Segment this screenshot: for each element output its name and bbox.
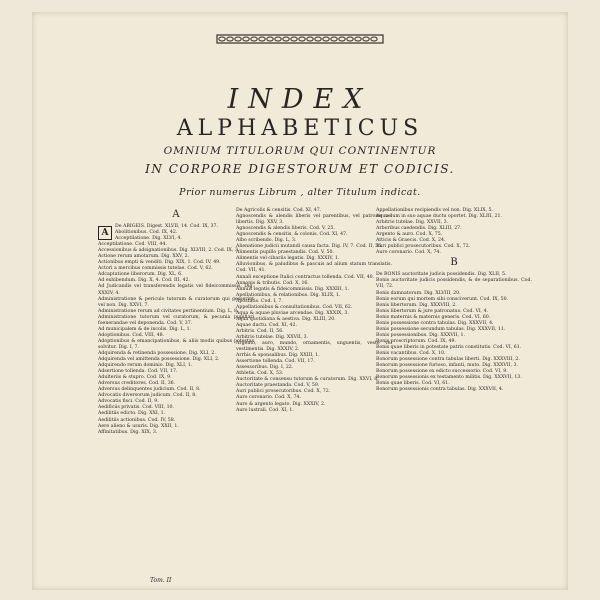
index-entry [98, 430, 254, 436]
index-entry-text: Appellationibus recipiendis vel non. Dig. XLIX, 5. [376, 208, 493, 213]
index-entry-text: Alienatione judicii mutandi causa facta. Dig. IV, 7. Cod. II, 55. [236, 244, 383, 250]
index-entry [236, 341, 392, 353]
index-entry-text: Aqua cum in suo aquae ductu oportet. Dig. XLIII, 21. [376, 214, 503, 220]
index-entry-text: Aere alieno & usuris. Dig. XXII, 1. [98, 423, 179, 429]
index-entry-text: Adquirenda vel amittenda possessione. Dig. XLI, 2. [98, 357, 220, 363]
index-entry-text: Assertione tollenda. Cod. VII, 17. [236, 359, 315, 365]
index-entry-text: Administratione tutorum vel curatorum, & pecunia pupillari foenerandae vel deponenda. Cod. V, 37. [98, 314, 254, 326]
index-entry-text: Abolitionibus. Cod. IX, 42. [115, 230, 178, 236]
index-entry-text: Agnoscendis & alendis liberis vel parentibus, vel patronis vel libertis. Dig. XXV, 3. [236, 214, 392, 226]
section-letter: A [172, 209, 180, 220]
page-subtitle: ALPHABETICUS [176, 116, 424, 141]
index-entry-text: Adsertione tollenda. Cod. VII, 17. [98, 369, 178, 375]
index-entry [98, 315, 254, 327]
index-entry [236, 214, 392, 226]
index-entry-text: Athletis. Cod. X, 53. [236, 371, 284, 377]
index-entry-text: Administratione & periculo tutorum & curatorum qui gesserint vel non. Dig. XXVI, 7. [98, 296, 254, 308]
index-entry-text: Aedilitiis edicto. Dig. XXI, 1. [98, 411, 166, 417]
index-entry-text: De ABIGEIS. Digest. XLVII, 14. Cod. IX, 37. [115, 224, 218, 229]
book-page [32, 12, 568, 590]
index-entry-text: Affinitatibus. Dig. XIX, 3. [98, 429, 158, 435]
index-entry-text: Administratione rerum ad civitates pertinentium. Dig. L, 8. [98, 308, 239, 314]
index-entry [376, 278, 532, 290]
index-entry-text: Adquirendo rerum dominio. Dig. XLI, 1. [98, 363, 193, 369]
index-entry-text: Appellationibus & consultationibus. Cod. VII, 62. [236, 304, 353, 310]
title-line-3: OMNIUM TITULORUM QUI CONTINENTUR [163, 145, 437, 157]
index-entry-text: Atticis & Graecis. Cod. X, 24. [376, 238, 446, 244]
index-entry-text: Acceptilatione. Dig. XLVI, 4. [115, 236, 182, 242]
index-entry-text: Auro coronario. Cod. X, 74. [376, 250, 441, 256]
index-entry [98, 297, 254, 309]
section-letter: B [450, 257, 458, 269]
index-entry-text: Acceptilatione. Cod. VIII, 44. [98, 242, 167, 248]
index-entry-text: Bonis possessionibus. Dig. XXXVII, 1. [376, 332, 465, 338]
page-title: INDEX [227, 84, 373, 115]
index-entry-text: Bonis proscriptorum. Cod. IX, 49. [376, 338, 456, 344]
index-entry-text: Argento, auro, mundo, ornamentis, unguentis, veste vel vestimentis. Dig. XXXIV, 2. [236, 341, 392, 353]
index-entry-text: Bonorum possessionis contra tabulas. Dig. XXXVII, 4. [376, 387, 504, 393]
index-entry-text: Bonorum possessione contra tabulas liberti. Dig. XXXVIII, 2. [376, 357, 520, 363]
index-entry-text: Bonis possessione secundum tabulas. Dig. XXXVII, 11. [376, 326, 506, 332]
index-entry-text: Arboribus caedendis. Dig. XLIII, 27. [376, 226, 462, 232]
index-entry-text: Alimentis vel cibariis legatis. Dig. XXXIV, 1. [236, 256, 340, 262]
index-entry-text: Bonis eorum qui mortem sibi consciverunt. Cod. IX, 50. [376, 296, 509, 302]
index-entry-text: Bonis possessione contra tabulas. Dig. XXXVII, 4. [376, 320, 494, 326]
index-column-2 [236, 208, 392, 414]
index-entry-text: Accessionibus & adsignationibus. Dig. XLVIII, 2. Cod. IX, 3. [98, 248, 240, 254]
index-entry-text: Adoptionibus & emancipationibus, & aliis modis quibus potestas solvitur. Dig. I, 7. [98, 338, 254, 350]
index-entry-text: Alluvionibus, & paludibus & pascuis ad alium statum translatis. Cod. VII, 41. [236, 262, 392, 274]
index-note: Prior numerus Librum , alter Titulum indicat. [179, 187, 421, 198]
index-entry-text: Auri publici prosecutoribus. Cod. X, 72. [376, 244, 471, 250]
index-entry-text: Advocatis diversorum judicum. Cod. II, 8. [98, 393, 197, 399]
index-entry-text: Auri publici prosecutoribus. Cod. X, 72. [236, 389, 331, 395]
index-entry-text: Bonis auctoritate judicis possidendis, & de separationibus. Cod. VII, 72. [376, 278, 532, 290]
index-entry-text: Agnoscendis & alendis liberis. Cod. V, 25. [236, 226, 335, 232]
index-entry-text: Assessoribus. Dig. I, 22. [236, 365, 294, 371]
index-entry-text: Bonis libertorum & jure patronatus. Cod. VI, 4. [376, 308, 489, 314]
index-entry-text: Arbitris. Cod. II, 56. [236, 328, 284, 334]
index-entry-text: Bonorum possessione ex edicto successorio. Cod. VI, 9. [376, 369, 508, 375]
index-entry-text: De BONIS auctoritate judicis possidendis. Dig. XLII, 5. [376, 272, 507, 278]
index-entry [98, 284, 254, 296]
index-entry-text: Ad Judicandis vel transferendis legatis vel fideicommissis. Dig. XXXIV, 4. [98, 284, 254, 296]
index-entry-text: Aquae ductu. Cod. XI, 42. [236, 322, 298, 328]
index-column-1 [98, 208, 254, 436]
index-entry-text: Argento & auro. Cod. X, 75. [376, 232, 443, 238]
index-entry-text: Ad exhibendum. Dig. X, 4. Cod. III, 42. [98, 278, 190, 284]
index-entry [236, 408, 392, 414]
index-entry-text: Adoptionibus. Cod. VIII, 48. [98, 332, 165, 338]
index-entry-text: Adquirenda & retinenda possessione. Dig. XLI, 2. [98, 350, 216, 356]
index-entry-text: Aedilitiis actionibus. Cod. IV, 58. [98, 417, 176, 423]
index-entry-text: Annuis legatis & fideicommissis. Dig. XXXIII, 1. [236, 286, 350, 292]
index-entry-text: Bonis libertorum. Dig. XXXVIII, 2. [376, 302, 457, 308]
index-entry-text: Bonis vacantibus. Cod. X, 10. [376, 350, 446, 356]
index-entry-text: Adulteriis & stupro. Cod. IX, 9. [98, 375, 172, 381]
index-entry-text: Actori a mercibus commissis tutelae. Cod. V, 62. [98, 266, 213, 272]
index-entry-text: Arbitrio tutelae. Dig. XXVII, 3. [236, 334, 309, 340]
index-entry-text: Alimentis pupillo praestandis. Cod. V, 50. [236, 250, 334, 256]
index-entry-text: Bonorum possessione furioso, infanti, muto. Dig. XXXVII, 3. [376, 363, 518, 369]
index-entry-text: Bonis maternis & maternis generis. Cod. VI, 60. [376, 314, 491, 320]
index-entry-text: Annonis & tributis. Cod. X, 16. [236, 280, 309, 286]
chain-ornament-icon [216, 32, 384, 46]
index-entry-text: Apellationibus, & relationibus. Dig. XLIX, 1. [236, 292, 341, 298]
index-entry [98, 339, 254, 351]
title-line-4: IN CORPORE DIGESTORUM ET CODICIS. [145, 162, 455, 176]
index-entry-text: Advocatis fisci. Cod. II, 9. [98, 399, 159, 405]
index-entry-text: Auro & argento legato. Dig. XXXIV, 2. [236, 401, 326, 407]
index-entry-text: Ad municipalem & de incolis. Dig. L, 1. [98, 326, 192, 332]
index-entry-text: Adversus delinquentes judicium. Cod. II, 8. [98, 387, 201, 393]
index-entry-text: Albo scribendo. Dig. L, 3. [236, 238, 297, 244]
index-entry-text: Adcaptatione liberorum. Dig. XL, 6. [98, 272, 183, 278]
index-entry-text: Aqua & aquae pluviae arcendae. Dig. XXXIX, 3. [236, 310, 349, 316]
index-entry-text: Apostatis. Cod. I, 7. [236, 298, 283, 304]
index-entry-text: Actionibus empti & venditi. Dig. XIX, 1. Cod. IV, 49. [98, 260, 221, 266]
index-entry-text: Agnoscendis & censitis, & colonis. Cod. XI, 47. [236, 232, 348, 238]
index-entry-text: Bonis damnatorum. Dig. XLVIII, 20. [376, 290, 461, 296]
index-entry-text: Actione rerum amotarum. Dig. XXV, 2. [98, 254, 190, 260]
index-entry-text: Aedificiis privatis. Cod. VIII, 10. [98, 405, 175, 411]
index-entry-text: Bonis quae liberis. Cod. VI, 61. [376, 381, 450, 387]
index-entry [376, 387, 532, 393]
volume-signature: Tom. II [150, 577, 172, 584]
index-entry-text: Auctoritate & consensu tutorum & curatorum. Dig. XXVI, 8. [236, 377, 379, 383]
index-entry-text: Bonis quae liberis in potestate patris constitutis. Cod. VI, 61. [376, 344, 522, 350]
index-entry-text: Arbitrio tutelae. Dig. XXVII, 3. [376, 220, 449, 226]
index-entry-text: Arrhis & sponsalibus. Dig. XXIII, 1. [236, 353, 320, 359]
index-entry-text: Auro lustrali. Cod. XI, 1. [236, 407, 294, 413]
drop-cap-letter: A [98, 226, 112, 240]
index-entry-text: De Agricolis & censitis. Cod. XI, 47. [236, 208, 322, 213]
index-entry-text: Annali exceptione Italici contractus tollenda. Cod. VII, 40. [236, 274, 375, 280]
index-entry-text: Adversus creditores. Cod. II, 36. [98, 381, 176, 387]
index-entry-text: Bonorum possessionis ex testamento militis. Dig. XXXVII, 13. [376, 375, 522, 381]
index-entry-text: Auro coronario. Cod. X, 74. [236, 395, 301, 401]
index-entry-text: Aqua quotidiana & aestiva. Dig. XLIII, 20. [236, 316, 336, 322]
index-entry [236, 262, 392, 274]
index-entry-text: Auctoritate praestanda. Cod. V, 59. [236, 383, 320, 389]
index-column-3 [376, 208, 532, 393]
